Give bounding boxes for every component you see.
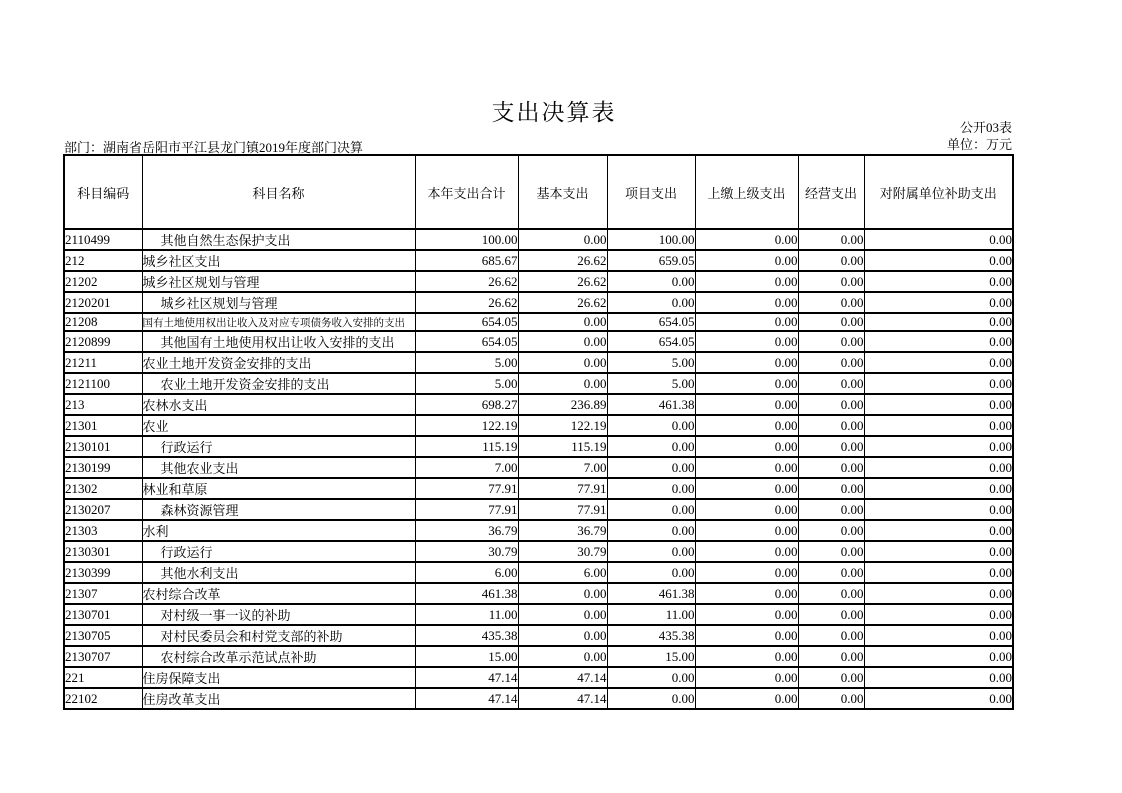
affiliate-subsidy-cell: 0.00 [864, 604, 1013, 625]
subject-code-cell: 2130701 [64, 604, 142, 625]
upward-payment-cell: 0.00 [695, 667, 798, 688]
total-expenditure-cell: 77.91 [415, 499, 518, 520]
total-expenditure-cell: 36.79 [415, 520, 518, 541]
operating-expenditure-cell: 0.00 [798, 457, 864, 478]
table-row [64, 229, 1013, 250]
affiliate-subsidy-cell: 0.00 [864, 271, 1013, 292]
col-header-subject-name: 科目名称 [142, 155, 415, 229]
upward-payment-cell: 0.00 [695, 250, 798, 271]
upward-payment-cell: 0.00 [695, 562, 798, 583]
meta-right-block [947, 119, 1012, 153]
page-title: 支出决算表 [491, 100, 617, 125]
subject-code-cell: 2120201 [64, 292, 142, 313]
total-expenditure-cell: 30.79 [415, 541, 518, 562]
operating-expenditure-cell: 0.00 [798, 271, 864, 292]
subject-name-cell: 行政运行 [142, 541, 415, 562]
table-row [64, 331, 1013, 352]
upward-payment-cell: 0.00 [695, 604, 798, 625]
subject-name-cell: 其他农业支出 [142, 457, 415, 478]
affiliate-subsidy-cell: 0.00 [864, 499, 1013, 520]
operating-expenditure-cell: 0.00 [798, 313, 864, 331]
subject-code-cell: 212 [64, 250, 142, 271]
total-expenditure-cell: 685.67 [415, 250, 518, 271]
table-row [64, 667, 1013, 688]
total-expenditure-cell: 100.00 [415, 229, 518, 250]
subject-name-cell: 对村民委员会和村党支部的补助 [142, 625, 415, 646]
total-expenditure-cell: 47.14 [415, 667, 518, 688]
project-expenditure-cell: 461.38 [607, 394, 695, 415]
upward-payment-cell: 0.00 [695, 415, 798, 436]
basic-expenditure-cell: 236.89 [518, 394, 607, 415]
subject-name-cell: 其他水利支出 [142, 562, 415, 583]
affiliate-subsidy-cell: 0.00 [864, 562, 1013, 583]
affiliate-subsidy-cell: 0.00 [864, 229, 1013, 250]
upward-payment-cell: 0.00 [695, 646, 798, 667]
subject-code-cell: 2130101 [64, 436, 142, 457]
operating-expenditure-cell: 0.00 [798, 331, 864, 352]
operating-expenditure-cell: 0.00 [798, 604, 864, 625]
basic-expenditure-cell: 77.91 [518, 499, 607, 520]
basic-expenditure-cell: 36.79 [518, 520, 607, 541]
affiliate-subsidy-cell: 0.00 [864, 352, 1013, 373]
total-expenditure-cell: 654.05 [415, 313, 518, 331]
operating-expenditure-cell: 0.00 [798, 646, 864, 667]
affiliate-subsidy-cell: 0.00 [864, 292, 1013, 313]
total-expenditure-cell: 435.38 [415, 625, 518, 646]
table-row [64, 646, 1013, 667]
expenditure-table [63, 154, 1014, 710]
project-expenditure-cell: 0.00 [607, 562, 695, 583]
affiliate-subsidy-cell: 0.00 [864, 520, 1013, 541]
operating-expenditure-cell: 0.00 [798, 415, 864, 436]
project-expenditure-cell: 461.38 [607, 583, 695, 604]
basic-expenditure-cell: 115.19 [518, 436, 607, 457]
basic-expenditure-cell: 0.00 [518, 604, 607, 625]
subject-code-cell: 2120899 [64, 331, 142, 352]
col-header-operating: 经营支出 [798, 155, 864, 229]
subject-name-cell: 林业和草原 [142, 478, 415, 499]
table-row [64, 478, 1013, 499]
affiliate-subsidy-cell: 0.00 [864, 436, 1013, 457]
total-expenditure-cell: 26.62 [415, 292, 518, 313]
subject-code-cell: 21302 [64, 478, 142, 499]
subject-code-cell: 2130707 [64, 646, 142, 667]
total-expenditure-cell: 15.00 [415, 646, 518, 667]
subject-code-cell: 2130705 [64, 625, 142, 646]
operating-expenditure-cell: 0.00 [798, 625, 864, 646]
subject-name-cell: 森林资源管理 [142, 499, 415, 520]
basic-expenditure-cell: 77.91 [518, 478, 607, 499]
col-header-subject-code: 科目编码 [64, 155, 142, 229]
project-expenditure-cell: 435.38 [607, 625, 695, 646]
affiliate-subsidy-cell: 0.00 [864, 415, 1013, 436]
subject-name-cell: 农业土地开发资金安排的支出 [142, 373, 415, 394]
subject-name-cell: 农业 [142, 415, 415, 436]
unit-label: 单位：万元 [946, 137, 1012, 152]
header-row [64, 155, 1013, 229]
col-header-project: 项目支出 [607, 155, 695, 229]
affiliate-subsidy-cell: 0.00 [864, 373, 1013, 394]
operating-expenditure-cell: 0.00 [798, 394, 864, 415]
col-header-upward-payment: 上缴上级支出 [695, 155, 798, 229]
subject-name-cell: 国有土地使用权出让收入及对应专项债务收入安排的支出 [142, 313, 415, 331]
affiliate-subsidy-cell: 0.00 [864, 478, 1013, 499]
total-expenditure-cell: 5.00 [415, 373, 518, 394]
upward-payment-cell: 0.00 [695, 688, 798, 709]
project-expenditure-cell: 100.00 [607, 229, 695, 250]
table-row [64, 604, 1013, 625]
subject-code-cell: 2110499 [64, 229, 142, 250]
operating-expenditure-cell: 0.00 [798, 436, 864, 457]
project-expenditure-cell: 11.00 [607, 604, 695, 625]
operating-expenditure-cell: 0.00 [798, 583, 864, 604]
basic-expenditure-cell: 0.00 [518, 229, 607, 250]
project-expenditure-cell: 654.05 [607, 331, 695, 352]
table-row [64, 457, 1013, 478]
operating-expenditure-cell: 0.00 [798, 499, 864, 520]
affiliate-subsidy-cell: 0.00 [864, 313, 1013, 331]
project-expenditure-cell: 0.00 [607, 520, 695, 541]
operating-expenditure-cell: 0.00 [798, 352, 864, 373]
col-header-basic: 基本支出 [518, 155, 607, 229]
project-expenditure-cell: 654.05 [607, 313, 695, 331]
operating-expenditure-cell: 0.00 [798, 562, 864, 583]
subject-code-cell: 2121100 [64, 373, 142, 394]
subject-code-cell: 2130399 [64, 562, 142, 583]
total-expenditure-cell: 654.05 [415, 331, 518, 352]
total-expenditure-cell: 47.14 [415, 688, 518, 709]
operating-expenditure-cell: 0.00 [798, 688, 864, 709]
subject-name-cell: 对村级一事一议的补助 [142, 604, 415, 625]
department-label: 部门：湖南省岳阳市平江县龙门镇2019年度部门决算 [64, 140, 364, 155]
basic-expenditure-cell: 0.00 [518, 373, 607, 394]
basic-expenditure-cell: 7.00 [518, 457, 607, 478]
upward-payment-cell: 0.00 [695, 520, 798, 541]
upward-payment-cell: 0.00 [695, 583, 798, 604]
subject-name-cell: 农村综合改革示范试点补助 [142, 646, 415, 667]
table-row [64, 562, 1013, 583]
table-row [64, 250, 1013, 271]
affiliate-subsidy-cell: 0.00 [864, 394, 1013, 415]
project-expenditure-cell: 0.00 [607, 688, 695, 709]
table-row [64, 394, 1013, 415]
total-expenditure-cell: 5.00 [415, 352, 518, 373]
affiliate-subsidy-cell: 0.00 [864, 667, 1013, 688]
subject-name-cell: 住房改革支出 [142, 688, 415, 709]
basic-expenditure-cell: 0.00 [518, 625, 607, 646]
basic-expenditure-cell: 0.00 [518, 352, 607, 373]
affiliate-subsidy-cell: 0.00 [864, 688, 1013, 709]
affiliate-subsidy-cell: 0.00 [864, 625, 1013, 646]
subject-name-cell: 住房保障支出 [142, 667, 415, 688]
upward-payment-cell: 0.00 [695, 373, 798, 394]
total-expenditure-cell: 26.62 [415, 271, 518, 292]
subject-code-cell: 21301 [64, 415, 142, 436]
subject-name-cell: 其他自然生态保护支出 [142, 229, 415, 250]
table-row [64, 292, 1013, 313]
table-row [64, 415, 1013, 436]
project-expenditure-cell: 15.00 [607, 646, 695, 667]
operating-expenditure-cell: 0.00 [798, 229, 864, 250]
operating-expenditure-cell: 0.00 [798, 667, 864, 688]
total-expenditure-cell: 11.00 [415, 604, 518, 625]
upward-payment-cell: 0.00 [695, 436, 798, 457]
subject-code-cell: 21303 [64, 520, 142, 541]
project-expenditure-cell: 0.00 [607, 292, 695, 313]
subject-code-cell: 21307 [64, 583, 142, 604]
table-body [64, 229, 1013, 709]
subject-name-cell: 农业土地开发资金安排的支出 [142, 352, 415, 373]
project-expenditure-cell: 0.00 [607, 499, 695, 520]
project-expenditure-cell: 5.00 [607, 352, 695, 373]
subject-code-cell: 21211 [64, 352, 142, 373]
upward-payment-cell: 0.00 [695, 478, 798, 499]
project-expenditure-cell: 0.00 [607, 436, 695, 457]
subject-code-cell: 2130301 [64, 541, 142, 562]
project-expenditure-cell: 5.00 [607, 373, 695, 394]
affiliate-subsidy-cell: 0.00 [864, 541, 1013, 562]
basic-expenditure-cell: 6.00 [518, 562, 607, 583]
total-expenditure-cell: 115.19 [415, 436, 518, 457]
total-expenditure-cell: 7.00 [415, 457, 518, 478]
basic-expenditure-cell: 26.62 [518, 292, 607, 313]
project-expenditure-cell: 0.00 [607, 271, 695, 292]
total-expenditure-cell: 461.38 [415, 583, 518, 604]
basic-expenditure-cell: 0.00 [518, 313, 607, 331]
subject-code-cell: 22102 [64, 688, 142, 709]
upward-payment-cell: 0.00 [695, 271, 798, 292]
upward-payment-cell: 0.00 [695, 313, 798, 331]
total-expenditure-cell: 698.27 [415, 394, 518, 415]
upward-payment-cell: 0.00 [695, 352, 798, 373]
subject-name-cell: 城乡社区支出 [142, 250, 415, 271]
subject-name-cell: 城乡社区规划与管理 [142, 292, 415, 313]
basic-expenditure-cell: 0.00 [518, 583, 607, 604]
upward-payment-cell: 0.00 [695, 457, 798, 478]
basic-expenditure-cell: 122.19 [518, 415, 607, 436]
project-expenditure-cell: 0.00 [607, 541, 695, 562]
operating-expenditure-cell: 0.00 [798, 478, 864, 499]
table-row [64, 520, 1013, 541]
operating-expenditure-cell: 0.00 [798, 250, 864, 271]
upward-payment-cell: 0.00 [695, 229, 798, 250]
table-row [64, 313, 1013, 331]
upward-payment-cell: 0.00 [695, 499, 798, 520]
upward-payment-cell: 0.00 [695, 625, 798, 646]
col-header-affiliate-subsidy: 对附属单位补助支出 [864, 155, 1013, 229]
subject-code-cell: 221 [64, 667, 142, 688]
subject-name-cell: 城乡社区规划与管理 [142, 271, 415, 292]
basic-expenditure-cell: 47.14 [518, 688, 607, 709]
table-row [64, 688, 1013, 709]
table-row [64, 271, 1013, 292]
subject-name-cell: 行政运行 [142, 436, 415, 457]
operating-expenditure-cell: 0.00 [798, 520, 864, 541]
subject-name-cell: 其他国有土地使用权出让收入安排的支出 [142, 331, 415, 352]
affiliate-subsidy-cell: 0.00 [864, 250, 1013, 271]
table-row [64, 499, 1013, 520]
operating-expenditure-cell: 0.00 [798, 292, 864, 313]
project-expenditure-cell: 0.00 [607, 478, 695, 499]
upward-payment-cell: 0.00 [695, 394, 798, 415]
subject-name-cell: 水利 [142, 520, 415, 541]
table-row [64, 583, 1013, 604]
table-row [64, 625, 1013, 646]
col-header-total: 本年支出合计 [415, 155, 518, 229]
upward-payment-cell: 0.00 [695, 541, 798, 562]
upward-payment-cell: 0.00 [695, 331, 798, 352]
basic-expenditure-cell: 26.62 [518, 271, 607, 292]
affiliate-subsidy-cell: 0.00 [864, 583, 1013, 604]
affiliate-subsidy-cell: 0.00 [864, 331, 1013, 352]
form-code-label: 公开03表 [959, 120, 1012, 135]
table-row [64, 436, 1013, 457]
table-row [64, 352, 1013, 373]
project-expenditure-cell: 0.00 [607, 667, 695, 688]
total-expenditure-cell: 77.91 [415, 478, 518, 499]
table-row [64, 541, 1013, 562]
subject-code-cell: 21202 [64, 271, 142, 292]
total-expenditure-cell: 6.00 [415, 562, 518, 583]
basic-expenditure-cell: 47.14 [518, 667, 607, 688]
basic-expenditure-cell: 30.79 [518, 541, 607, 562]
affiliate-subsidy-cell: 0.00 [864, 457, 1013, 478]
project-expenditure-cell: 0.00 [607, 415, 695, 436]
subject-code-cell: 2130207 [64, 499, 142, 520]
subject-name-cell: 农村综合改革 [142, 583, 415, 604]
basic-expenditure-cell: 0.00 [518, 331, 607, 352]
basic-expenditure-cell: 0.00 [518, 646, 607, 667]
operating-expenditure-cell: 0.00 [798, 541, 864, 562]
subject-code-cell: 2130199 [64, 457, 142, 478]
basic-expenditure-cell: 26.62 [518, 250, 607, 271]
project-expenditure-cell: 659.05 [607, 250, 695, 271]
affiliate-subsidy-cell: 0.00 [864, 646, 1013, 667]
subject-code-cell: 21208 [64, 313, 142, 331]
upward-payment-cell: 0.00 [695, 292, 798, 313]
table-row [64, 373, 1013, 394]
project-expenditure-cell: 0.00 [607, 457, 695, 478]
subject-name-cell: 农林水支出 [142, 394, 415, 415]
total-expenditure-cell: 122.19 [415, 415, 518, 436]
operating-expenditure-cell: 0.00 [798, 373, 864, 394]
subject-code-cell: 213 [64, 394, 142, 415]
